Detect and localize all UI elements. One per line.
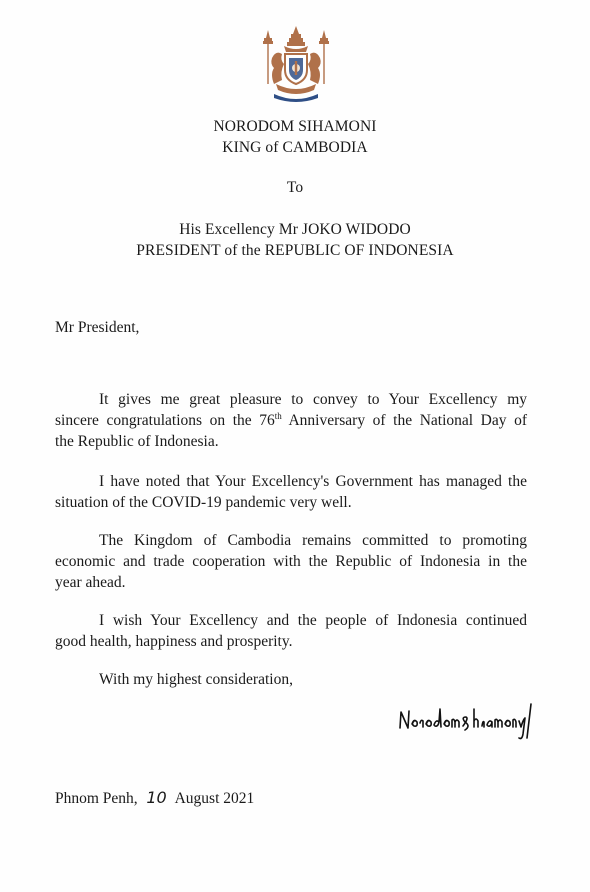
paragraph-1 — [55, 389, 527, 452]
dateline-month-year: August 2021 — [174, 790, 255, 807]
sender-name: NORODOM SIHAMONI — [213, 118, 377, 135]
paragraph-1-line-2 — [55, 410, 527, 431]
paragraph-1-line-2b: Anniversary of the National Day of — [281, 412, 527, 429]
dateline-place: Phnom Penh, — [55, 790, 138, 807]
paragraph-4-line-2: good health, happiness and prosperity. — [55, 633, 293, 650]
paragraph-4-line-1: I wish Your Excellency and the people of Indonesia continued — [99, 612, 527, 629]
salutation: Mr President, — [55, 319, 140, 336]
paragraph-3-line-1: The Kingdom of Cambodia remains committed to promoting — [99, 532, 527, 549]
dateline — [55, 787, 254, 809]
paragraph-3-line-3: year ahead. — [55, 574, 126, 591]
paragraph-1-line-2a: sincere congratulations on the 76 — [55, 412, 275, 429]
paragraph-3 — [55, 530, 527, 593]
paragraph-3-line-2: economic and trade cooperation with the Republic of Indonesia in the — [55, 553, 527, 570]
paragraph-2-line-1: I have noted that Your Excellency's Government has managed the — [99, 473, 527, 490]
ordinal-suffix: th — [274, 410, 282, 421]
paragraph-4 — [55, 610, 527, 652]
paragraph-2 — [55, 471, 527, 513]
handwritten-signature — [396, 700, 538, 744]
closing: With my highest consideration, — [99, 671, 293, 688]
dateline-day: 10 — [146, 788, 167, 807]
paragraph-1-line-1: It gives me great pleasure to convey to Your Excellency my — [99, 391, 527, 408]
royal-arms-emblem-icon — [258, 24, 334, 104]
recipient-name: His Excellency Mr JOKO WIDODO — [179, 221, 411, 238]
recipient-title: PRESIDENT of the REPUBLIC OF INDONESIA — [136, 242, 454, 259]
sender-title: KING of CAMBODIA — [222, 139, 368, 156]
to-label: To — [286, 179, 304, 196]
paragraph-2-line-2: situation of the COVID-19 pandemic very well. — [55, 494, 352, 511]
paragraph-1-line-3: the Republic of Indonesia. — [55, 433, 219, 450]
